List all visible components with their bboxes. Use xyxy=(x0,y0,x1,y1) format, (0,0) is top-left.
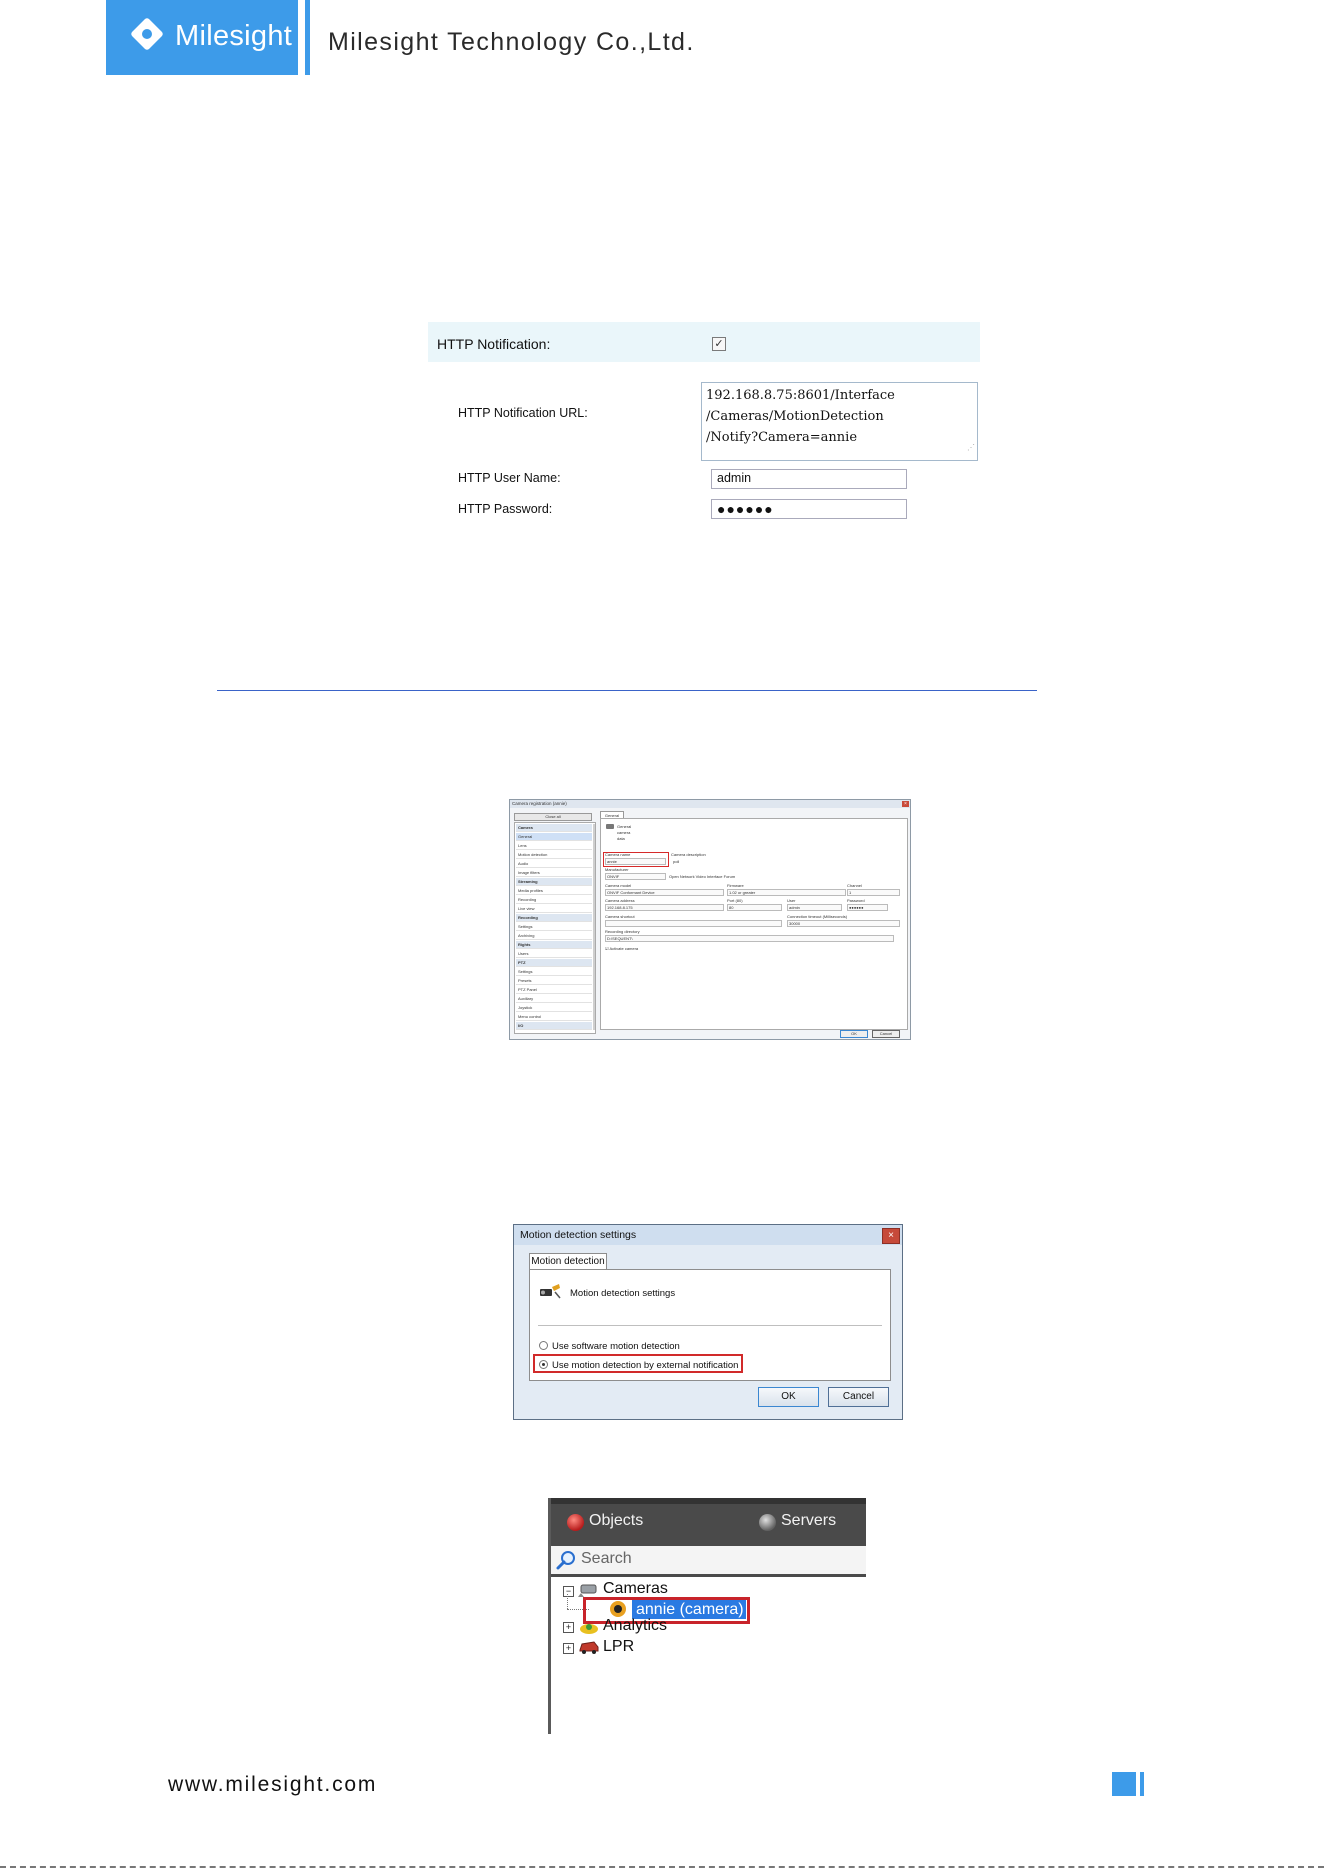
sidebar-item[interactable]: Menu control xyxy=(516,1013,592,1021)
http-notification-title: HTTP Notification: xyxy=(437,336,551,352)
camera-general-panel xyxy=(600,818,908,1030)
directory-input[interactable]: D:\SEQUENT\ xyxy=(605,935,894,942)
sidebar-item[interactable]: Settings xyxy=(516,968,592,976)
objects-icon xyxy=(567,1514,584,1531)
sidebar-item[interactable]: General xyxy=(516,833,592,841)
camera-name-label: Camera name xyxy=(605,852,631,857)
camera-name-input[interactable]: annie xyxy=(605,858,666,865)
close-all-button[interactable]: Close all xyxy=(514,813,592,821)
dialog-titlebar: Camera registration (annie) xyxy=(510,800,910,808)
page-number-bar xyxy=(1140,1772,1144,1796)
camera-registration-dialog xyxy=(509,799,911,1040)
company-name: Milesight Technology Co.,Ltd. xyxy=(328,28,695,56)
directory-label: Recording directory xyxy=(605,929,640,934)
sidebar-scrollbar[interactable] xyxy=(593,824,595,1030)
http-user-label: HTTP User Name: xyxy=(458,471,561,485)
http-url-textarea[interactable] xyxy=(701,382,978,461)
password-input[interactable]: ●●●●●● xyxy=(847,904,888,911)
section-title: General camera data xyxy=(617,824,632,841)
activate-camera-checkbox[interactable]: ☑ Activate camera xyxy=(605,946,639,951)
analytics-icon xyxy=(578,1619,600,1635)
manufacturer-link[interactable]: Open Network Video Interface Forum xyxy=(669,874,736,879)
search-icon xyxy=(555,1549,577,1571)
sidebar-item[interactable]: Settings xyxy=(516,923,592,931)
software-detection-label[interactable]: Use software motion detection xyxy=(552,1341,680,1352)
port-stepper[interactable]: 80 xyxy=(727,904,782,911)
sidebar-group[interactable]: Camera xyxy=(516,824,592,832)
address-label: Camera address xyxy=(605,898,635,903)
highlight-box xyxy=(603,852,669,867)
tree-node-lpr[interactable]: LPR xyxy=(603,1638,635,1655)
header-divider xyxy=(305,0,310,75)
http-user-input[interactable]: admin xyxy=(711,469,907,489)
expand-icon[interactable]: + xyxy=(563,1643,574,1654)
tabbar-top-strip xyxy=(551,1498,866,1504)
sidebar-item[interactable]: Users xyxy=(516,950,592,958)
software-detection-radio[interactable] xyxy=(539,1341,548,1350)
http-url-line: /Notify?Camera=annie xyxy=(706,430,858,445)
shortcut-label: Camera shortcut xyxy=(605,914,635,919)
address-input[interactable]: 192.168.8.175 xyxy=(605,904,724,911)
ok-button[interactable]: OK xyxy=(840,1030,868,1038)
tab-general[interactable]: General xyxy=(600,811,624,819)
sidebar-item[interactable]: Image filters xyxy=(516,869,592,877)
shortcut-input[interactable] xyxy=(605,920,782,927)
tree-connector xyxy=(567,1594,569,1609)
cancel-button[interactable]: Cancel xyxy=(828,1387,889,1407)
sidebar-group[interactable]: Recording xyxy=(516,914,592,922)
cancel-button[interactable]: Cancel xyxy=(872,1030,900,1038)
resize-grip-icon[interactable]: ⋰ xyxy=(967,443,975,452)
http-url-label: HTTP Notification URL: xyxy=(458,406,588,420)
sidebar-item[interactable]: Archiving xyxy=(516,932,592,940)
http-url-line: 192.168.8.75:8601/Interface xyxy=(706,388,895,403)
tab-motion-detection[interactable]: Motion detection xyxy=(529,1253,607,1271)
channel-label: Channel xyxy=(847,883,862,888)
channel-stepper[interactable]: 1 xyxy=(847,889,900,896)
port-label: Port (80) xyxy=(727,898,743,903)
motion-detection-panel xyxy=(529,1269,891,1381)
panel-tabbar xyxy=(551,1498,866,1546)
sidebar-item[interactable]: Audio xyxy=(516,860,592,868)
http-password-label: HTTP Password: xyxy=(458,502,553,516)
sidebar-item[interactable]: Lens xyxy=(516,842,592,850)
ok-button[interactable]: OK xyxy=(758,1387,819,1407)
dialog-title: Motion detection settings xyxy=(520,1229,637,1241)
search-input[interactable]: Search xyxy=(581,1550,632,1567)
separator xyxy=(538,1325,882,1326)
password-label: Password xyxy=(847,898,865,903)
collapse-icon[interactable]: − xyxy=(563,1586,574,1597)
search-bar[interactable] xyxy=(551,1546,866,1577)
tree-node-analytics[interactable]: Analytics xyxy=(603,1617,668,1634)
manufacturer-select[interactable]: ONVIF xyxy=(605,873,666,880)
tree-node-annie[interactable]: annie (camera) xyxy=(636,1601,744,1618)
user-input[interactable]: admin xyxy=(787,904,842,911)
footer-website: www.milesight.com xyxy=(168,1773,378,1796)
model-select[interactable]: ONVIF Conformant Device xyxy=(605,889,724,896)
page-break-line xyxy=(0,1866,1324,1868)
camera-motion-icon xyxy=(539,1283,561,1299)
section-title: Motion detection settings xyxy=(570,1288,676,1299)
camera-settings-sidebar xyxy=(514,822,596,1034)
servers-icon xyxy=(759,1514,776,1531)
sidebar-group[interactable]: Streaming xyxy=(516,878,592,886)
sidebar-item[interactable]: PTZ Panel xyxy=(516,986,592,994)
http-url-line: /Cameras/MotionDetection xyxy=(706,409,884,424)
manufacturer-label: Manufacturer xyxy=(605,867,629,872)
car-icon xyxy=(578,1639,600,1655)
user-label: User xyxy=(787,898,796,903)
highlight-box xyxy=(533,1354,743,1373)
tab-servers[interactable]: Servers xyxy=(781,1512,837,1529)
expand-icon[interactable]: + xyxy=(563,1622,574,1633)
sidebar-item[interactable]: Presets xyxy=(516,977,592,985)
sidebar-item[interactable]: Recording xyxy=(516,896,592,904)
http-password-input[interactable]: ●●●●●● xyxy=(711,499,907,519)
sidebar-item[interactable]: Joystick xyxy=(516,1004,592,1012)
http-notification-checkbox[interactable]: ✓ xyxy=(712,337,726,351)
tab-objects[interactable]: Objects xyxy=(589,1512,644,1529)
motion-detection-dialog xyxy=(513,1224,903,1420)
firmware-select[interactable]: 1.02 or greater xyxy=(727,889,846,896)
external-notification-label[interactable]: Use motion detection by external notification xyxy=(552,1360,739,1371)
objects-panel xyxy=(548,1498,866,1734)
camera-icon xyxy=(606,824,614,829)
model-label: Camera model xyxy=(605,883,632,888)
link-underline[interactable] xyxy=(217,690,1037,691)
firmware-label: Firmware xyxy=(727,883,744,888)
camera-icon xyxy=(577,1582,599,1598)
sidebar-item[interactable]: Live view xyxy=(516,905,592,913)
sidebar-group[interactable]: PTZ xyxy=(516,959,592,967)
camera-description-label: Camera description xyxy=(671,852,706,857)
sidebar-group[interactable]: Rights xyxy=(516,941,592,949)
sidebar-item[interactable]: Media profiles xyxy=(516,887,592,895)
close-icon[interactable]: × xyxy=(882,1228,900,1244)
sidebar-item[interactable]: Motion detection xyxy=(516,851,592,859)
page-number-badge xyxy=(1112,1772,1136,1796)
logo-text: Milesight xyxy=(175,20,293,52)
close-icon[interactable]: × xyxy=(902,801,909,807)
sidebar-item[interactable]: Auxiliary xyxy=(516,995,592,1003)
timeout-label: Connection timeout (Milliseconds) xyxy=(787,914,848,919)
sidebar-group[interactable]: I/O xyxy=(516,1022,592,1030)
timeout-stepper[interactable]: 30000 xyxy=(787,920,900,927)
http-notification-panel xyxy=(428,322,980,522)
camera-description-input[interactable]: poll xyxy=(671,858,902,865)
tree-node-cameras[interactable]: Cameras xyxy=(603,1580,668,1597)
